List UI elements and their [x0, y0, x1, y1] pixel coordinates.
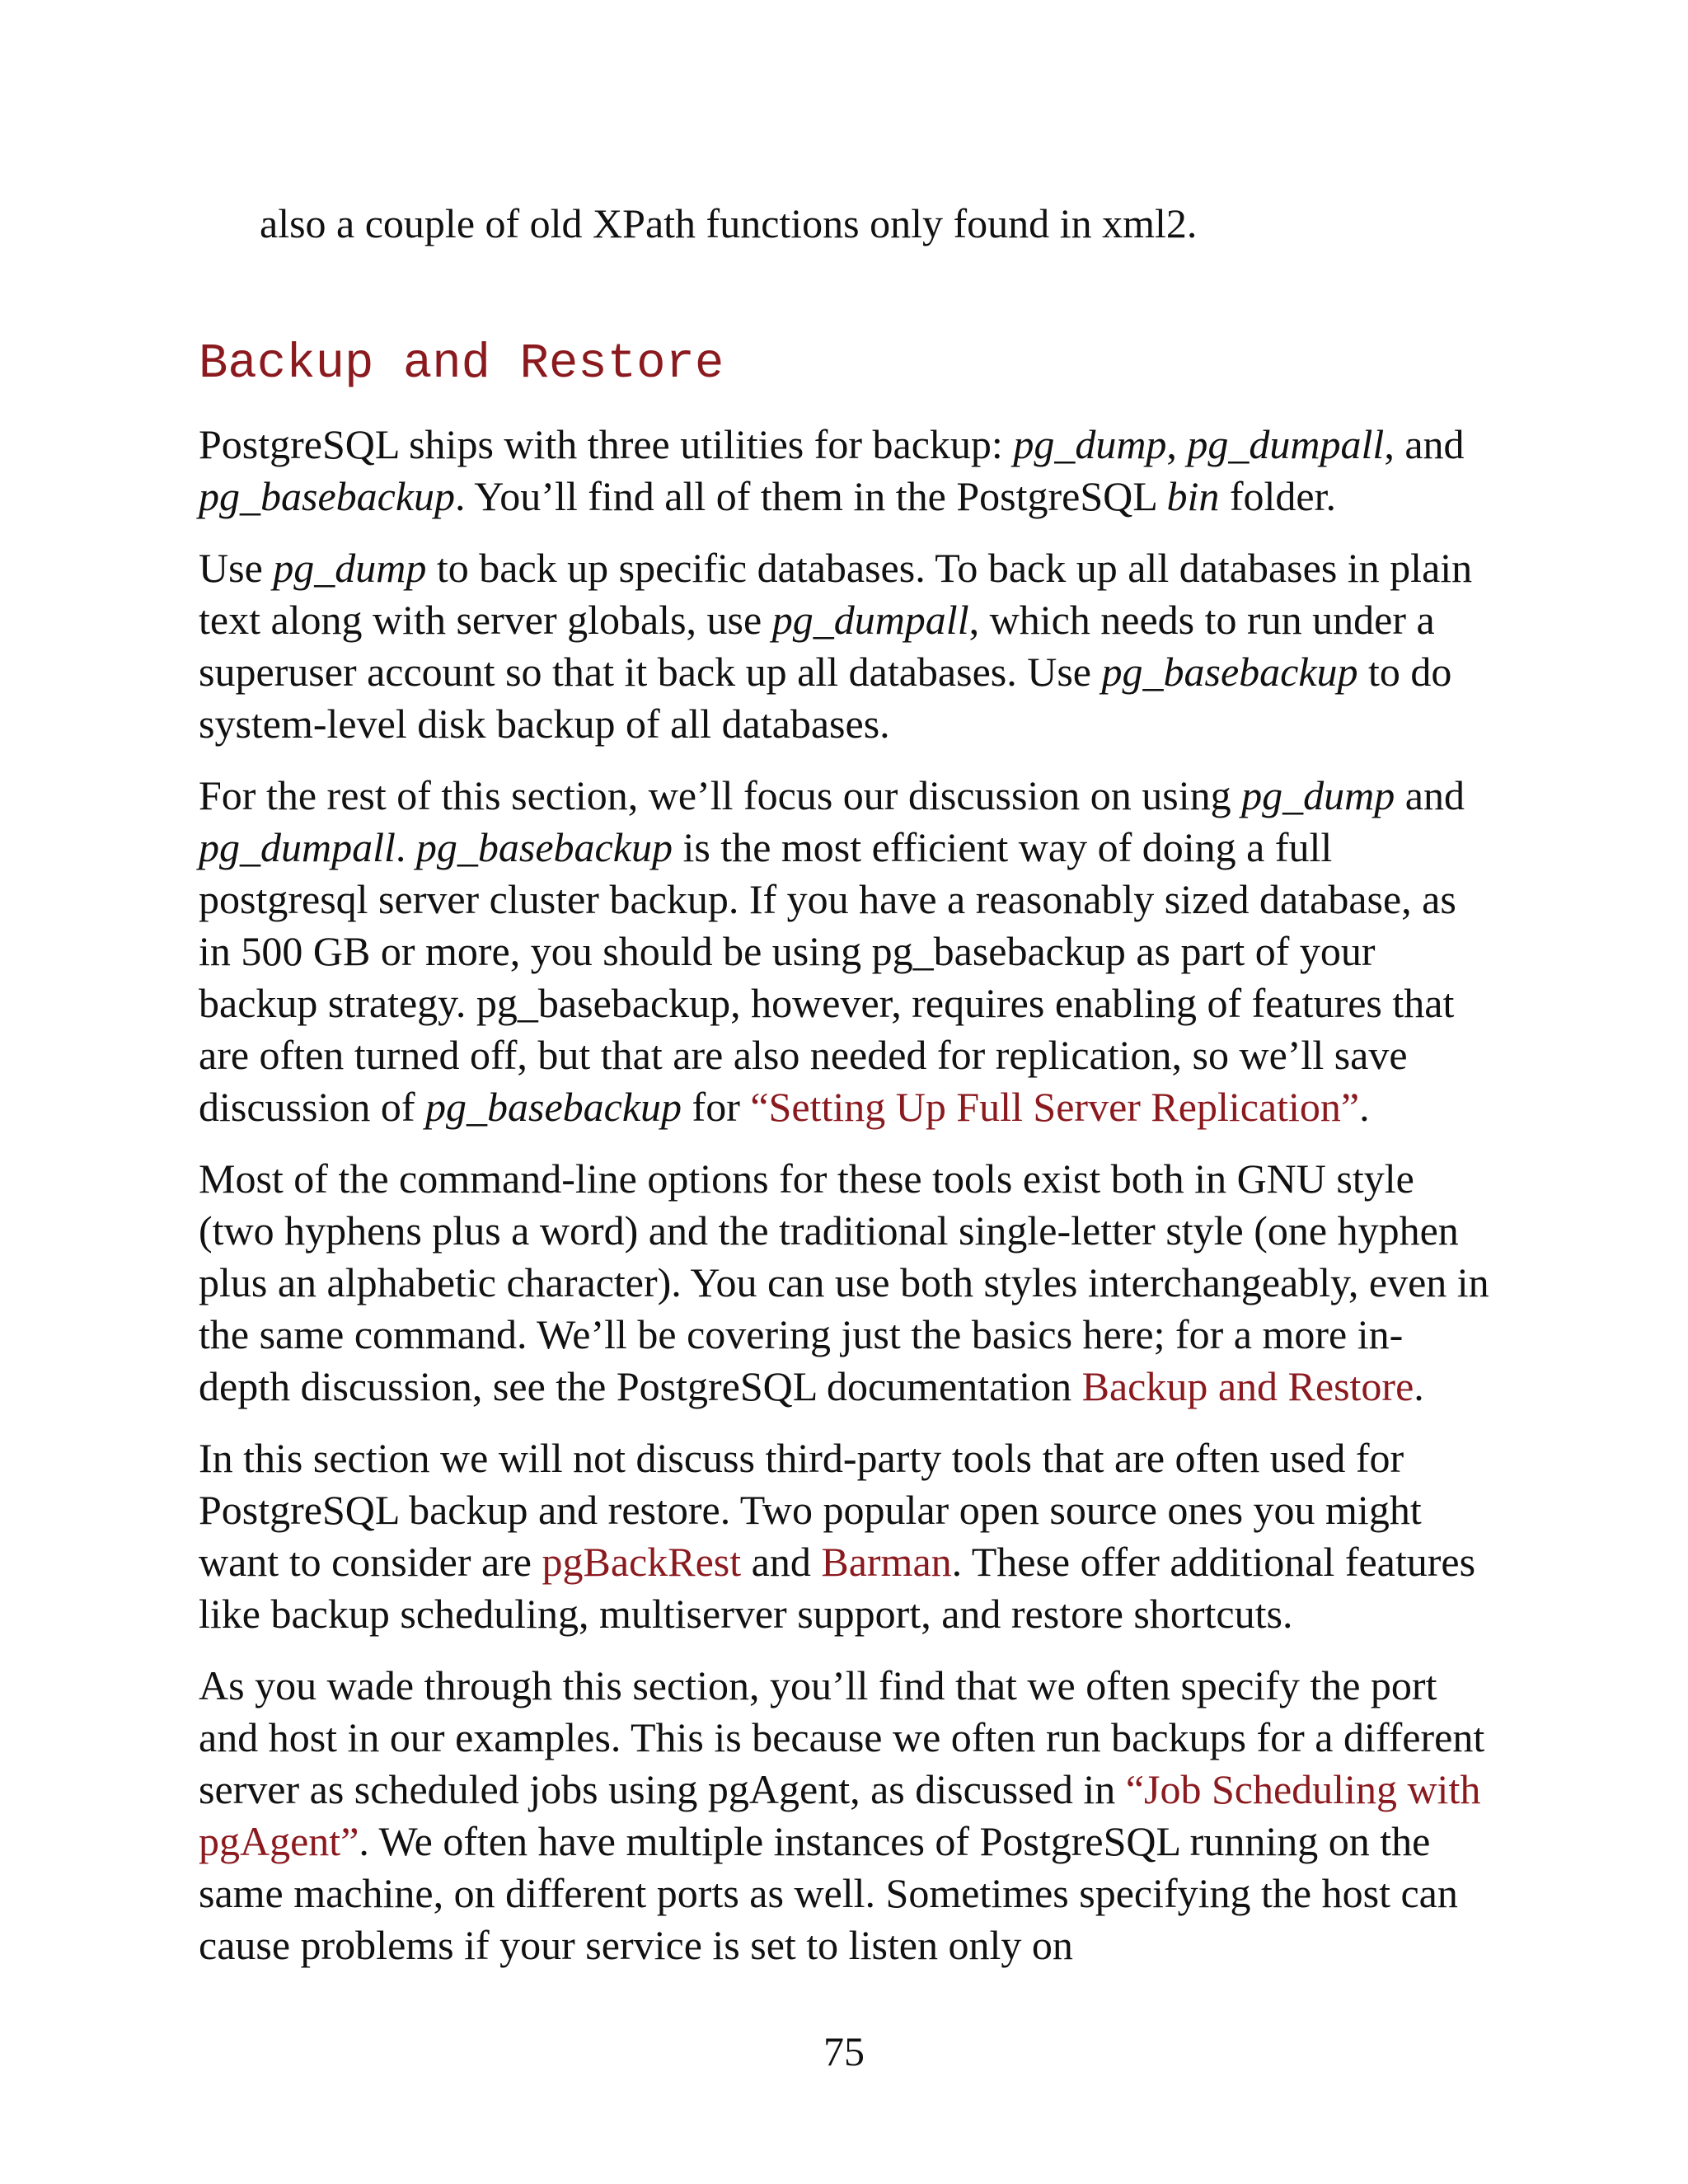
command-name: pg_dumpall	[771, 597, 969, 643]
text-run: In this section we will not discuss third-party tools that are often used for PostgreSQL backup and restore. Two popular open source ones you might want to consider are	[199, 1435, 1422, 1585]
text-run: and	[1395, 772, 1465, 818]
command-name: pg_basebackup	[425, 1084, 682, 1130]
text-run: PostgreSQL ships with three utilities for backup:	[199, 421, 1014, 467]
page-number: 75	[823, 2028, 865, 2074]
paragraph-6	[199, 1660, 1493, 1971]
text-run: for	[682, 1084, 751, 1130]
paragraph-5	[199, 1432, 1493, 1640]
text-run: , and	[1384, 421, 1465, 467]
text-run: is the most efficient way of doing a full postgresql server cluster backup. If you have a reasonably sized database, as in 500 GB or more, you should be using pg_basebackup as part of your backup strategy. pg_basebackup, however, requires enabling of features that are often turned off, but that are also needed for replication, so we’ll save discussion of	[199, 824, 1456, 1130]
command-name: pg_dump	[273, 545, 427, 591]
command-name: pg_basebackup	[1101, 649, 1358, 695]
folder-name: bin	[1166, 473, 1220, 519]
text-run: to back up specific databases. To back up all databases in plain text along with server globals, use	[199, 545, 1473, 643]
text-run: . These offer additional features like backup scheduling, multiserver support, and restore shortcuts.	[199, 1539, 1476, 1637]
text-run: , which needs to run under a superuser account so that it back up all databases. Use	[199, 597, 1435, 695]
link-backup-and-restore-docs[interactable]: Backup and Restore	[1081, 1363, 1414, 1409]
command-name: pg_basebackup	[415, 824, 673, 870]
text-run: and	[741, 1539, 822, 1585]
command-name: pg_dump	[1013, 421, 1167, 467]
command-name: pg_dumpall	[1187, 421, 1385, 467]
text-run: .	[1359, 1084, 1370, 1130]
text-run: .	[395, 824, 416, 870]
paragraph-2	[199, 542, 1493, 750]
text-run: . You’ll find all of them in the PostgreSQL	[455, 473, 1167, 519]
text-run: . We often have multiple instances of PostgreSQL running on the same machine, on different ports as well. Sometimes specifying the host can cause problems if your service is set to listen only on	[199, 1818, 1458, 1968]
text-run: As you wade through this section, you’ll find that we often specify the port and host in our examples. This is because we often run backups for a different server as scheduled jobs using pgAgent, as discussed in	[199, 1662, 1485, 1812]
text-run: Most of the command-line options for these tools exist both in GNU style (two hyphens plus a word) and the traditional single-letter style (one hyphen plus an alphabetic character). You can use both styles interchangeably, even in the same command. We’ll be covering just the basics here; for a more in-depth discussion, see the PostgreSQL documentation	[199, 1155, 1489, 1409]
command-name: pg_basebackup	[199, 473, 456, 519]
paragraph-1	[199, 419, 1493, 523]
paragraph-4	[199, 1153, 1493, 1413]
link-barman[interactable]: Barman	[821, 1539, 952, 1585]
link-pgbackrest[interactable]: pgBackRest	[542, 1539, 742, 1585]
text-run: folder.	[1219, 473, 1336, 519]
link-job-scheduling-pgagent[interactable]: “Job Scheduling with pgAgent”	[199, 1766, 1481, 1864]
paragraph-3	[199, 770, 1493, 1133]
link-setting-up-replication[interactable]: “Setting Up Full Server Replication”	[750, 1084, 1360, 1130]
text-run: ,	[1166, 421, 1188, 467]
section-heading: Backup and Restore	[199, 336, 724, 391]
body-text	[199, 419, 1493, 1991]
text-run: Use	[199, 545, 274, 591]
command-name: pg_dump	[1241, 772, 1395, 818]
text-run: .	[1414, 1363, 1424, 1409]
text-run: to do system-level disk backup of all databases.	[199, 649, 1452, 747]
text-run: For the rest of this section, we’ll focus our discussion on using	[199, 772, 1242, 818]
command-name: pg_dumpall	[199, 824, 396, 870]
continuation-text: also a couple of old XPath functions only found in xml2.	[260, 200, 1198, 246]
